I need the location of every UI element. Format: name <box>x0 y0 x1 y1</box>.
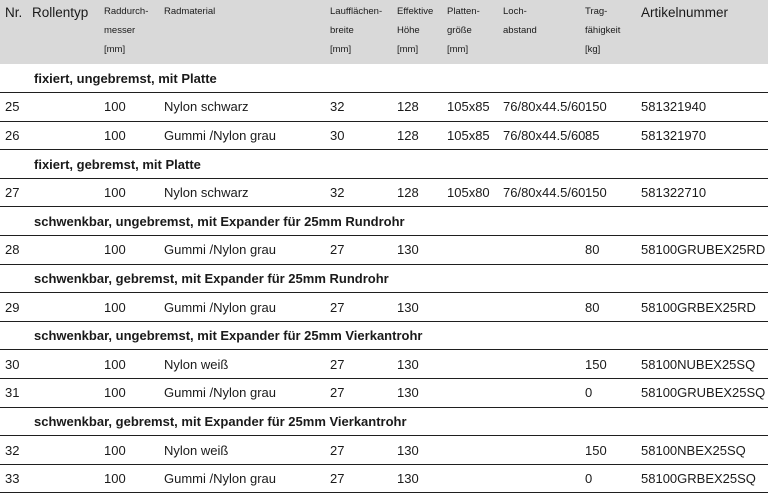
col-header-artikelnummer: Artikelnummer <box>641 5 729 20</box>
cell-raddurchmesser: 100 <box>100 178 160 207</box>
cell-lochabstand <box>499 293 581 322</box>
group-title: fixiert, gebremst, mit Platte <box>0 150 768 179</box>
cell-artikelnummer: 58100GRBEX25SQ <box>637 464 768 493</box>
cell-artikelnummer: 581321970 <box>637 121 768 150</box>
cell-nr: 29 <box>0 293 28 322</box>
cell-plattengroesse <box>443 464 499 493</box>
cell-raddurchmesser: 100 <box>100 464 160 493</box>
cell-lochabstand <box>499 379 581 408</box>
cell-tragfaehigkeit: 85 <box>581 121 637 150</box>
cell-tragfaehigkeit: 80 <box>581 236 637 265</box>
cell-rollentyp <box>28 464 100 493</box>
cell-radmaterial: Gummi /Nylon grau <box>160 464 326 493</box>
cell-artikelnummer: 581322710 <box>637 178 768 207</box>
cell-artikelnummer: 58100NBEX25SQ <box>637 436 768 465</box>
table-row <box>0 436 768 465</box>
cell-plattengroesse: 105x85 <box>443 93 499 122</box>
cell-artikelnummer: 58100GRUBEX25SQ <box>637 379 768 408</box>
cell-tragfaehigkeit: 150 <box>581 93 637 122</box>
cell-nr: 28 <box>0 236 28 265</box>
table-row <box>0 293 768 322</box>
cell-laufflaechenbreite: 32 <box>326 178 393 207</box>
cell-nr: 27 <box>0 178 28 207</box>
cell-lochabstand: 76/80x44.5/60 <box>499 121 581 150</box>
cell-rollentyp <box>28 379 100 408</box>
cell-laufflaechenbreite: 27 <box>326 379 393 408</box>
cell-nr: 26 <box>0 121 28 150</box>
cell-effektive-hoehe: 128 <box>393 93 443 122</box>
col-header-lochabstand: Loch- abstand <box>503 6 537 36</box>
table-header <box>0 0 768 64</box>
cell-nr: 33 <box>0 464 28 493</box>
cell-plattengroesse <box>443 236 499 265</box>
cell-radmaterial: Nylon schwarz <box>160 93 326 122</box>
group-title: schwenkbar, ungebremst, mit Expander für 25mm Vierkantrohr <box>0 321 768 350</box>
cell-raddurchmesser: 100 <box>100 293 160 322</box>
cell-lochabstand <box>499 350 581 379</box>
cell-effektive-hoehe: 130 <box>393 379 443 408</box>
cell-radmaterial: Gummi /Nylon grau <box>160 293 326 322</box>
cell-lochabstand: 76/80x44.5/60 <box>499 178 581 207</box>
cell-effektive-hoehe: 128 <box>393 121 443 150</box>
group-header-row <box>0 321 768 350</box>
cell-rollentyp <box>28 350 100 379</box>
cell-raddurchmesser: 100 <box>100 350 160 379</box>
cell-plattengroesse: 105x85 <box>443 121 499 150</box>
cell-plattengroesse <box>443 293 499 322</box>
col-header-raddurchmesser: Raddurch- messer [mm] <box>104 6 149 55</box>
cell-effektive-hoehe: 130 <box>393 350 443 379</box>
cell-artikelnummer: 58100NUBEX25SQ <box>637 350 768 379</box>
group-header-row <box>0 64 768 93</box>
cell-plattengroesse <box>443 379 499 408</box>
cell-nr: 32 <box>0 436 28 465</box>
col-header-effektive-hoehe: Effektive Höhe [mm] <box>397 6 434 55</box>
cell-artikelnummer: 58100GRUBEX25RD <box>637 236 768 265</box>
col-header-plattengroesse: Platten- größe [mm] <box>447 6 480 55</box>
cell-rollentyp <box>28 178 100 207</box>
cell-radmaterial: Gummi /Nylon grau <box>160 379 326 408</box>
cell-rollentyp <box>28 121 100 150</box>
table-row <box>0 350 768 379</box>
cell-raddurchmesser: 100 <box>100 236 160 265</box>
cell-rollentyp <box>28 93 100 122</box>
col-header-nr: Nr. <box>5 5 23 20</box>
cell-effektive-hoehe: 130 <box>393 436 443 465</box>
col-header-laufflaechenbreite: Laufflächen- breite [mm] <box>330 6 383 55</box>
cell-lochabstand <box>499 464 581 493</box>
group-title: schwenkbar, gebremst, mit Expander für 25mm Rundrohr <box>0 264 768 293</box>
table-row <box>0 121 768 150</box>
cell-laufflaechenbreite: 32 <box>326 93 393 122</box>
cell-tragfaehigkeit: 150 <box>581 178 637 207</box>
table-body <box>0 64 768 493</box>
cell-raddurchmesser: 100 <box>100 121 160 150</box>
cell-nr: 30 <box>0 350 28 379</box>
table-row <box>0 464 768 493</box>
col-header-rollentyp: Rollentyp <box>32 5 89 20</box>
cell-effektive-hoehe: 130 <box>393 293 443 322</box>
table-row <box>0 236 768 265</box>
cell-tragfaehigkeit: 150 <box>581 350 637 379</box>
cell-nr: 31 <box>0 379 28 408</box>
col-header-radmaterial: Radmaterial <box>164 6 216 17</box>
cell-radmaterial: Nylon schwarz <box>160 178 326 207</box>
cell-effektive-hoehe: 130 <box>393 464 443 493</box>
cell-artikelnummer: 581321940 <box>637 93 768 122</box>
cell-artikelnummer: 58100GRBEX25RD <box>637 293 768 322</box>
cell-lochabstand <box>499 236 581 265</box>
group-header-row <box>0 264 768 293</box>
cell-laufflaechenbreite: 27 <box>326 436 393 465</box>
group-title: fixiert, ungebremst, mit Platte <box>0 64 768 93</box>
group-header-row <box>0 150 768 179</box>
cell-raddurchmesser: 100 <box>100 93 160 122</box>
cell-laufflaechenbreite: 27 <box>326 293 393 322</box>
cell-tragfaehigkeit: 150 <box>581 436 637 465</box>
col-header-tragfaehigkeit: Trag- fähigkeit [kg] <box>585 6 621 55</box>
cell-plattengroesse <box>443 436 499 465</box>
cell-plattengroesse <box>443 350 499 379</box>
cell-laufflaechenbreite: 27 <box>326 350 393 379</box>
group-title: schwenkbar, ungebremst, mit Expander für 25mm Rundrohr <box>0 207 768 236</box>
cell-radmaterial: Nylon weiß <box>160 350 326 379</box>
cell-rollentyp <box>28 436 100 465</box>
cell-tragfaehigkeit: 0 <box>581 464 637 493</box>
cell-raddurchmesser: 100 <box>100 379 160 408</box>
cell-rollentyp <box>28 236 100 265</box>
group-title: schwenkbar, gebremst, mit Expander für 25mm Vierkantrohr <box>0 407 768 436</box>
cell-rollentyp <box>28 293 100 322</box>
cell-nr: 25 <box>0 93 28 122</box>
table-row <box>0 379 768 408</box>
group-header-row <box>0 207 768 236</box>
cell-laufflaechenbreite: 30 <box>326 121 393 150</box>
cell-effektive-hoehe: 130 <box>393 236 443 265</box>
cell-laufflaechenbreite: 27 <box>326 236 393 265</box>
group-header-row <box>0 407 768 436</box>
cell-lochabstand: 76/80x44.5/60 <box>499 93 581 122</box>
cell-raddurchmesser: 100 <box>100 436 160 465</box>
cell-laufflaechenbreite: 27 <box>326 464 393 493</box>
cell-radmaterial: Nylon weiß <box>160 436 326 465</box>
cell-tragfaehigkeit: 80 <box>581 293 637 322</box>
table-row <box>0 178 768 207</box>
cell-tragfaehigkeit: 0 <box>581 379 637 408</box>
cell-radmaterial: Gummi /Nylon grau <box>160 236 326 265</box>
cell-lochabstand <box>499 436 581 465</box>
table-row <box>0 93 768 122</box>
cell-effektive-hoehe: 128 <box>393 178 443 207</box>
cell-plattengroesse: 105x80 <box>443 178 499 207</box>
cell-radmaterial: Gummi /Nylon grau <box>160 121 326 150</box>
